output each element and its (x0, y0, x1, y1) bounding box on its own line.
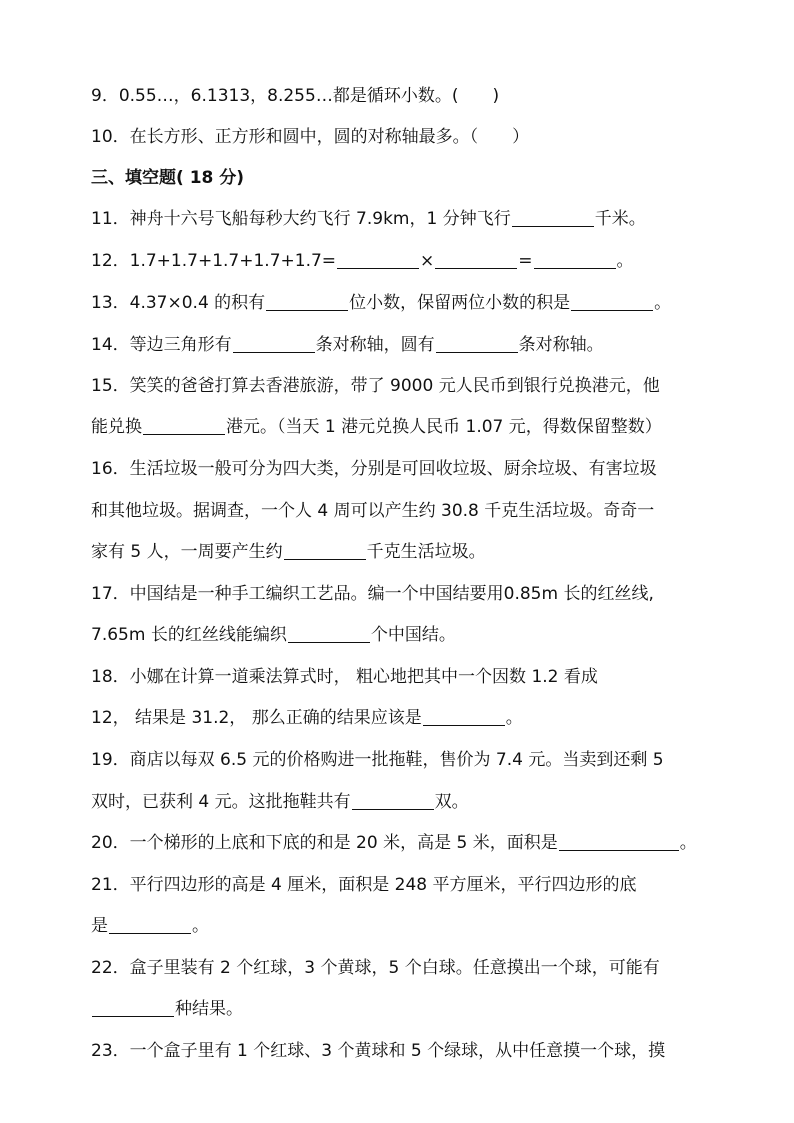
question-12: 12．1.7+1.7+1.7+1.7+1.7= × = 。 (91, 251, 634, 271)
question-21-line-2: 是 。 (91, 916, 209, 936)
question-15-line-1: 15．笑笑的爸爸打算去香港旅游，带了 9000 元人民币到银行兑换港元，他 (91, 376, 660, 396)
question-22-line-1: 22．盒子里装有 2 个红球，3 个黄球，5 个白球。任意摸出一个球，可能有 (91, 958, 660, 978)
answer-blank[interactable] (571, 292, 653, 311)
answer-blank[interactable] (534, 250, 616, 269)
question-14: 14．等边三角形有 条对称轴，圆有 条对称轴。 (91, 335, 604, 355)
question-19-line-2: 双时，已获利 4 元。这批拖鞋共有 双。 (91, 792, 469, 812)
answer-blank[interactable] (109, 915, 191, 934)
question-20: 20．一个梯形的上底和下底的和是 20 米，高是 5 米，面积是 。 (91, 833, 697, 853)
answer-blank[interactable] (233, 334, 315, 353)
answer-blank[interactable] (337, 250, 419, 269)
question-15-line-2: 能兑换 港元。（当天 1 港元兑换人民币 1.07 元，得数保留整数） (91, 417, 662, 437)
answer-blank[interactable] (559, 832, 679, 851)
question-21-line-1: 21．平行四边形的高是 4 厘米，面积是 248 平方厘米，平行四边形的底 (91, 875, 637, 895)
answer-blank[interactable] (92, 998, 174, 1017)
question-23-line-1: 23．一个盒子里有 1 个红球、3 个黄球和 5 个绿球，从中任意摸一个球，摸 (91, 1041, 666, 1061)
question-16-line-3: 家有 5 人，一周要产生约 千克生活垃圾。 (91, 542, 486, 562)
question-19-line-1: 19．商店以每双 6.5 元的价格购进一批拖鞋，售价为 7.4 元。当卖到还剩 5 (91, 750, 664, 770)
question-22-line-2: 种结果。 (91, 997, 706, 1021)
question-13: 13．4.37×0.4 的积有 位小数，保留两位小数的积是 。 (91, 293, 672, 313)
question-17-line-2: 7.65m 长的红丝线能编织 个中国结。 (91, 625, 456, 645)
section-heading: 三、填空题( 18 分) (91, 168, 245, 188)
question-16-line-1: 16．生活垃圾一般可分为四大类，分别是可回收垃圾、厨余垃圾、有害垃圾 (91, 459, 657, 479)
answer-blank[interactable] (436, 334, 518, 353)
question-9: 9．0.55…，6.1313，8.255…都是循环小数。( ) (91, 86, 500, 106)
answer-blank[interactable] (435, 250, 517, 269)
answer-blank[interactable] (266, 292, 348, 311)
question-11: 11．神舟十六号飞船每秒大约飞行 7.9km，1 分钟飞行 千米。 (91, 209, 646, 229)
answer-blank[interactable] (288, 624, 370, 643)
answer-blank[interactable] (512, 208, 594, 227)
question-18-line-2: 12， 结果是 31.2， 那么正确的结果应该是 。 (91, 708, 523, 728)
question-18-line-1: 18．小娜在计算一道乘法算式时， 粗心地把其中一个因数 1.2 看成 (91, 667, 598, 687)
question-16-line-2: 和其他垃圾。据调查，一个人 4 周可以产生约 30.8 千克生活垃圾。奇奇一 (91, 501, 655, 521)
answer-blank[interactable] (352, 791, 434, 810)
question-17-line-1: 17．中国结是一种手工编织工艺品。编一个中国结要用0.85m 长的红丝线, (91, 584, 654, 604)
answer-blank[interactable] (284, 541, 366, 560)
answer-blank[interactable] (143, 416, 225, 435)
answer-blank[interactable] (423, 707, 505, 726)
question-10: 10．在长方形、正方形和圆中，圆的对称轴最多。（ ） (91, 127, 530, 147)
